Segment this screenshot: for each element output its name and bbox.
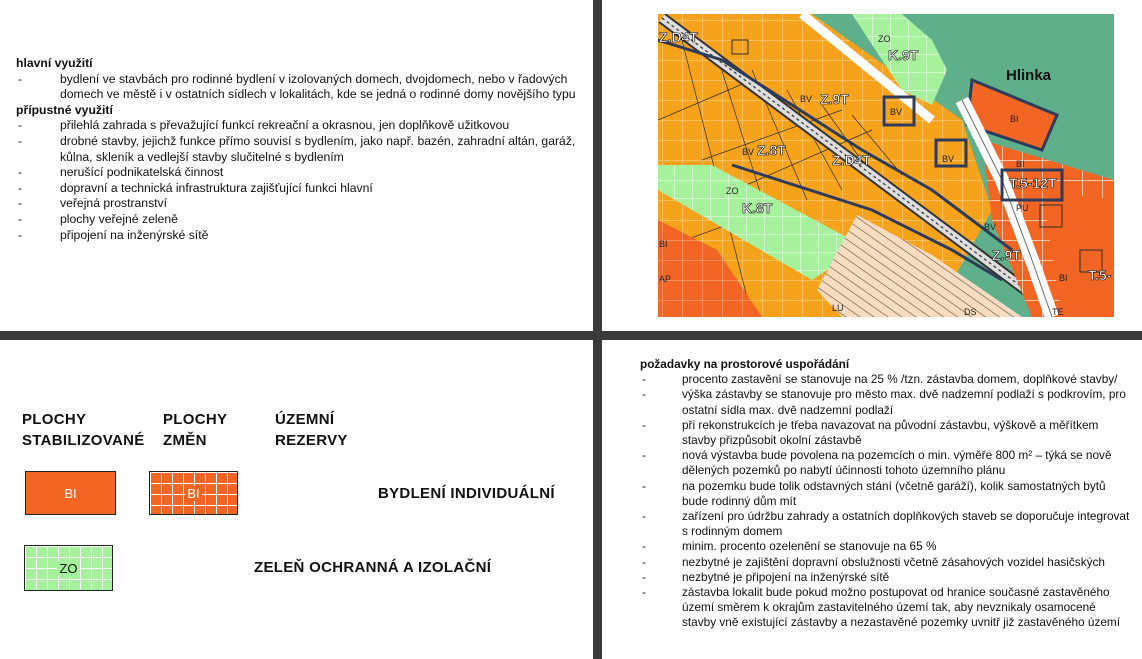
legend-col-stabilized: PLOCHY STABILIZOVANÉ (22, 411, 145, 449)
heading-main-use: hlavní využití (16, 56, 93, 70)
zoning-map (602, 0, 1142, 331)
map-label-zo-left: ZO (726, 186, 739, 196)
map-label-zo-top: ZO (878, 34, 891, 44)
legend-swatch-bi-changes: BI (149, 471, 238, 515)
legend-name-bi: BYDLENÍ INDIVIDUÁLNÍ (378, 485, 555, 502)
map-label-te: TE (1052, 307, 1064, 317)
list-item: - nezbytné je zajištění dopravní obslužnosti včetně zásahových vozidel hasičských (642, 554, 1105, 569)
map-label-t5: T.5- (1088, 267, 1112, 283)
list-item: - plochy veřejné zeleně (18, 211, 178, 226)
heading-allowed-use: přípustné využití (16, 102, 113, 117)
list-item: - na pozemku bude tolik odstavných stání (včetně garáží), kolik samostatných bytů bude rodinný dům mít (642, 478, 1106, 508)
list-item: - přilehlá zahrada s převažující funkcí rekreační a okrasnou, jen doplňkově užitkovou (18, 118, 510, 133)
heading-spatial-requirements: požadavky na prostorové uspořádání (640, 357, 850, 371)
list-item: - minim. procento ozelenění se stanovuje na 65 % (642, 539, 937, 554)
list-item: - drobné stavby, jejichž funkce přímo souvisí s bydlením, jako např. bazén, zahradní altán, garáž, kůlna, skleník a vedlejší stavby slučitelné s bydlením (18, 133, 576, 164)
legend-col-changes: PLOCHY ZMĚN (163, 411, 228, 449)
map-label-bv: BV (800, 94, 813, 104)
list-item: - dopravní a technická infrastruktura zajišťující funkci hlavní (18, 180, 373, 195)
map-label-bi: BI (1010, 114, 1019, 124)
list-item: - nezbytné je připojení na inženýrské sítě (642, 569, 890, 584)
map-label-bv: BV (942, 154, 955, 164)
map-place-name: Hlinka (1006, 67, 1052, 84)
map-label-bv-box: BV (890, 107, 903, 117)
map-label-k8t: K.8T (742, 200, 773, 216)
panel-map (602, 0, 1142, 331)
list-item: - výška zástavby se stanovuje pro město max. dvě nadzemní podlaží s podkrovím, pro ostatní sídla max. dvě nadzemní podlaží (642, 387, 1126, 417)
list-item: - zařízení pro údržbu zahrady a ostatních doplňkových staveb se doporučuje integrovat s rodinným domem (642, 509, 1130, 539)
map-label-z9t-b: Z.9T (992, 247, 1021, 263)
panel-legend (0, 340, 593, 659)
map-label-zd4t-top: Z.D4T (659, 29, 698, 45)
list-item: - procento zastavění se stanovuje na 25 % /tzn. zástavba domem, doplňkové stavby/ (642, 372, 1118, 387)
map-label-t512t: T.5-12T (1009, 175, 1057, 191)
panel-spatial-requirements (602, 340, 1142, 659)
map-label-z9t: Z.9T (820, 91, 849, 107)
map-label-bi: BI (659, 239, 668, 249)
list-item: - bydlení ve stavbách pro rodinné bydlení v izolovaných domech, dvojdomech, nebo v řadových domech ve městě i v ostatních sídlech v lokalitách, kde se jedná o rodinné domy novějšího typu (18, 71, 576, 102)
map-label-ds: DS (964, 307, 977, 317)
list-item: - nerušící podnikatelská činnost (18, 165, 224, 180)
map-label-bv: BV (742, 147, 755, 157)
map-label-bi: BI (1059, 273, 1068, 283)
list-item: - nová výstavba bude povolena na pozemcích o min. výměře 800 m² – týká se nově dělených pozemků po nabytí účinnosti tohoto územního plánu (642, 448, 1112, 478)
map-label-pu: PU (1016, 203, 1029, 213)
map-label-k9t: K.9T (888, 47, 919, 63)
map-label-bi: BI (1016, 159, 1025, 169)
legend-name-zo: ZELEŇ OCHRANNÁ A IZOLAČNÍ (254, 559, 492, 576)
list-item: - při rekonstrukcích je třeba navazovat na původní zástavbu, výškově a měřítkem stavby přizpůsobit okolní zástavbě (642, 417, 1099, 448)
panel-main-use (0, 0, 593, 331)
map-label-zd4t: Z.D4T (832, 152, 871, 168)
map-label-z8t: Z.8T (757, 142, 786, 158)
map-label-lu: LU (832, 303, 844, 313)
legend-swatch-bi-stabilized: BI (25, 471, 116, 515)
legend-col-reserve: ÚZEMNÍ REZERVY (275, 411, 348, 449)
list-item: - veřejná prostranství (18, 196, 168, 211)
map-label-bv: BV (984, 222, 997, 232)
legend-swatch-zo: ZO (24, 545, 113, 591)
map-label-ap: AP (659, 274, 672, 284)
list-item: - připojení na inženýrské sítě (18, 227, 209, 242)
list-item: - zástavba lokalit bude pokud možno postupovat od hranice současné zastavěného území směrem k okrajům zastavitelného území tak, aby nevznikaly osamocené stavby vně existující zástavby a nezastavěné pozemky uvnitř již zastavěného území (642, 585, 1121, 630)
